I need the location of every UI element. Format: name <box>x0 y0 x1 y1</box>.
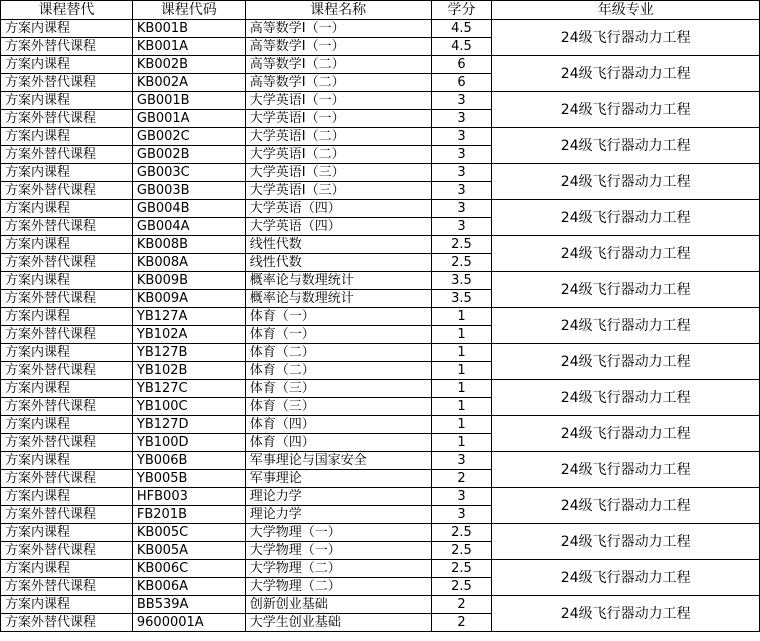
grade-major-cell: 24级飞行器动力工程 <box>492 128 760 164</box>
course-name-cell: 大学英语（四） <box>245 218 431 236</box>
table-row <box>1 524 760 542</box>
course-code-cell: YB127D <box>132 416 245 434</box>
course-code-cell: KB008A <box>132 254 245 272</box>
credit-cell: 2.5 <box>431 254 492 272</box>
course-name-cell: 大学物理（一） <box>245 524 431 542</box>
course-code-cell: GB002B <box>132 146 245 164</box>
course-name-cell: 大学生创业基础 <box>245 614 431 632</box>
credit-cell: 3.5 <box>431 290 492 308</box>
substitution-type-cell: 方案内课程 <box>1 164 133 182</box>
substitution-type-cell: 方案内课程 <box>1 20 133 38</box>
credit-cell: 1 <box>431 434 492 452</box>
substitution-type-cell: 方案内课程 <box>1 596 133 614</box>
table-row <box>1 380 760 398</box>
course-name-cell: 大学物理（一） <box>245 542 431 560</box>
course-name-cell: 大学物理（二） <box>245 578 431 596</box>
course-code-cell: YB102A <box>132 326 245 344</box>
course-name-cell: 体育（一） <box>245 326 431 344</box>
course-name-cell: 大学英语I（三） <box>245 164 431 182</box>
course-code-cell: YB127A <box>132 308 245 326</box>
course-name-cell: 概率论与数理统计 <box>245 290 431 308</box>
grade-major-cell: 24级飞行器动力工程 <box>492 452 760 488</box>
course-name-cell: 军事理论 <box>245 470 431 488</box>
table-row <box>1 200 760 218</box>
course-name-cell: 创新创业基础 <box>245 596 431 614</box>
course-name-cell: 体育（一） <box>245 308 431 326</box>
credit-cell: 3 <box>431 488 492 506</box>
substitution-type-cell: 方案外替代课程 <box>1 290 133 308</box>
substitution-type-cell: 方案外替代课程 <box>1 614 133 632</box>
substitution-type-cell: 方案内课程 <box>1 128 133 146</box>
course-code-cell: KB005A <box>132 542 245 560</box>
course-code-cell: KB002B <box>132 56 245 74</box>
course-code-cell: FB201B <box>132 506 245 524</box>
credit-cell: 3 <box>431 164 492 182</box>
substitution-type-cell: 方案外替代课程 <box>1 254 133 272</box>
substitution-type-cell: 方案外替代课程 <box>1 542 133 560</box>
table-row <box>1 236 760 254</box>
substitution-type-cell: 方案内课程 <box>1 380 133 398</box>
table-header <box>1 1 760 20</box>
course-name-cell: 大学英语I（一） <box>245 92 431 110</box>
table-row <box>1 452 760 470</box>
course-code-cell: KB006C <box>132 560 245 578</box>
course-name-cell: 体育（四） <box>245 416 431 434</box>
substitution-type-cell: 方案外替代课程 <box>1 38 133 56</box>
substitution-type-cell: 方案内课程 <box>1 344 133 362</box>
course-code-cell: GB001B <box>132 92 245 110</box>
course-code-cell: 9600001A <box>132 614 245 632</box>
course-name-cell: 高等数学I（一） <box>245 38 431 56</box>
course-name-cell: 高等数学I（一） <box>245 20 431 38</box>
course-name-cell: 体育（四） <box>245 434 431 452</box>
credit-cell: 3 <box>431 200 492 218</box>
course-name-cell: 概率论与数理统计 <box>245 272 431 290</box>
course-code-cell: YB006B <box>132 452 245 470</box>
header-substitution-type: 课程替代 <box>1 1 133 20</box>
table-row <box>1 128 760 146</box>
credit-cell: 3 <box>431 506 492 524</box>
course-code-cell: KB009A <box>132 290 245 308</box>
credit-cell: 1 <box>431 362 492 380</box>
course-code-cell: YB100C <box>132 398 245 416</box>
substitution-type-cell: 方案内课程 <box>1 308 133 326</box>
credit-cell: 1 <box>431 344 492 362</box>
substitution-type-cell: 方案外替代课程 <box>1 434 133 452</box>
grade-major-cell: 24级飞行器动力工程 <box>492 308 760 344</box>
grade-major-cell: 24级飞行器动力工程 <box>492 164 760 200</box>
course-name-cell: 体育（三） <box>245 380 431 398</box>
substitution-type-cell: 方案外替代课程 <box>1 362 133 380</box>
course-code-cell: KB001A <box>132 38 245 56</box>
credit-cell: 1 <box>431 416 492 434</box>
credit-cell: 3 <box>431 146 492 164</box>
header-course-code: 课程代码 <box>132 1 245 20</box>
course-name-cell: 大学物理（二） <box>245 560 431 578</box>
table-row <box>1 272 760 290</box>
credit-cell: 3 <box>431 218 492 236</box>
credit-cell: 2.5 <box>431 524 492 542</box>
substitution-type-cell: 方案内课程 <box>1 560 133 578</box>
grade-major-cell: 24级飞行器动力工程 <box>492 92 760 128</box>
grade-major-cell: 24级飞行器动力工程 <box>492 20 760 56</box>
course-name-cell: 线性代数 <box>245 254 431 272</box>
table-row <box>1 344 760 362</box>
course-code-cell: GB002C <box>132 128 245 146</box>
grade-major-cell: 24级飞行器动力工程 <box>492 416 760 452</box>
course-name-cell: 体育（二） <box>245 362 431 380</box>
course-name-cell: 军事理论与国家安全 <box>245 452 431 470</box>
substitution-type-cell: 方案外替代课程 <box>1 398 133 416</box>
course-code-cell: GB004B <box>132 200 245 218</box>
grade-major-cell: 24级飞行器动力工程 <box>492 344 760 380</box>
credit-cell: 2.5 <box>431 236 492 254</box>
course-name-cell: 高等数学I（二） <box>245 56 431 74</box>
credit-cell: 2 <box>431 596 492 614</box>
course-code-cell: KB001B <box>132 20 245 38</box>
substitution-type-cell: 方案外替代课程 <box>1 218 133 236</box>
course-code-cell: YB100D <box>132 434 245 452</box>
table-body <box>1 20 760 632</box>
course-code-cell: GB001A <box>132 110 245 128</box>
table-row <box>1 56 760 74</box>
course-code-cell: GB003B <box>132 182 245 200</box>
table-row <box>1 416 760 434</box>
credit-cell: 1 <box>431 326 492 344</box>
course-code-cell: YB102B <box>132 362 245 380</box>
credit-cell: 3 <box>431 110 492 128</box>
header-course-name: 课程名称 <box>245 1 431 20</box>
grade-major-cell: 24级飞行器动力工程 <box>492 380 760 416</box>
substitution-type-cell: 方案内课程 <box>1 488 133 506</box>
table-row <box>1 308 760 326</box>
course-code-cell: KB009B <box>132 272 245 290</box>
grade-major-cell: 24级飞行器动力工程 <box>492 560 760 596</box>
course-name-cell: 大学英语（四） <box>245 200 431 218</box>
credit-cell: 4.5 <box>431 20 492 38</box>
header-credit: 学分 <box>431 1 492 20</box>
header-row <box>1 1 760 20</box>
course-code-cell: GB004A <box>132 218 245 236</box>
course-code-cell: KB002A <box>132 74 245 92</box>
substitution-type-cell: 方案外替代课程 <box>1 506 133 524</box>
course-code-cell: KB005C <box>132 524 245 542</box>
course-name-cell: 体育（二） <box>245 344 431 362</box>
substitution-type-cell: 方案内课程 <box>1 272 133 290</box>
credit-cell: 2.5 <box>431 542 492 560</box>
course-name-cell: 理论力学 <box>245 506 431 524</box>
credit-cell: 4.5 <box>431 38 492 56</box>
credit-cell: 2 <box>431 614 492 632</box>
credit-cell: 3 <box>431 452 492 470</box>
course-code-cell: HFB003 <box>132 488 245 506</box>
course-code-cell: YB127B <box>132 344 245 362</box>
substitution-type-cell: 方案内课程 <box>1 452 133 470</box>
credit-cell: 3 <box>431 92 492 110</box>
course-name-cell: 理论力学 <box>245 488 431 506</box>
substitution-type-cell: 方案内课程 <box>1 200 133 218</box>
substitution-type-cell: 方案内课程 <box>1 524 133 542</box>
credit-cell: 2.5 <box>431 578 492 596</box>
substitution-type-cell: 方案外替代课程 <box>1 182 133 200</box>
course-name-cell: 线性代数 <box>245 236 431 254</box>
credit-cell: 6 <box>431 74 492 92</box>
credit-cell: 3 <box>431 182 492 200</box>
course-code-cell: GB003C <box>132 164 245 182</box>
grade-major-cell: 24级飞行器动力工程 <box>492 488 760 524</box>
credit-cell: 1 <box>431 398 492 416</box>
course-code-cell: BB539A <box>132 596 245 614</box>
course-name-cell: 大学英语I（二） <box>245 146 431 164</box>
substitution-type-cell: 方案内课程 <box>1 416 133 434</box>
credit-cell: 1 <box>431 380 492 398</box>
substitution-type-cell: 方案外替代课程 <box>1 470 133 488</box>
credit-cell: 2.5 <box>431 560 492 578</box>
grade-major-cell: 24级飞行器动力工程 <box>492 524 760 560</box>
grade-major-cell: 24级飞行器动力工程 <box>492 272 760 308</box>
substitution-type-cell: 方案外替代课程 <box>1 110 133 128</box>
grade-major-cell: 24级飞行器动力工程 <box>492 236 760 272</box>
table-row <box>1 20 760 38</box>
course-name-cell: 大学英语I（三） <box>245 182 431 200</box>
credit-cell: 6 <box>431 56 492 74</box>
credit-cell: 2 <box>431 470 492 488</box>
course-name-cell: 体育（三） <box>245 398 431 416</box>
table-row <box>1 596 760 614</box>
grade-major-cell: 24级飞行器动力工程 <box>492 596 760 632</box>
substitution-type-cell: 方案外替代课程 <box>1 146 133 164</box>
table-row <box>1 92 760 110</box>
substitution-type-cell: 方案内课程 <box>1 236 133 254</box>
course-code-cell: KB006A <box>132 578 245 596</box>
substitution-type-cell: 方案内课程 <box>1 92 133 110</box>
substitution-type-cell: 方案外替代课程 <box>1 578 133 596</box>
substitution-type-cell: 方案内课程 <box>1 56 133 74</box>
course-code-cell: KB008B <box>132 236 245 254</box>
credit-cell: 3.5 <box>431 272 492 290</box>
substitution-type-cell: 方案外替代课程 <box>1 326 133 344</box>
course-code-cell: YB005B <box>132 470 245 488</box>
credit-cell: 1 <box>431 308 492 326</box>
course-name-cell: 大学英语I（一） <box>245 110 431 128</box>
table-row <box>1 488 760 506</box>
substitution-type-cell: 方案外替代课程 <box>1 74 133 92</box>
course-name-cell: 大学英语I（二） <box>245 128 431 146</box>
course-name-cell: 高等数学I（二） <box>245 74 431 92</box>
table-row <box>1 560 760 578</box>
table-row <box>1 164 760 182</box>
header-grade-major: 年级专业 <box>492 1 760 20</box>
credit-cell: 3 <box>431 128 492 146</box>
grade-major-cell: 24级飞行器动力工程 <box>492 200 760 236</box>
grade-major-cell: 24级飞行器动力工程 <box>492 56 760 92</box>
course-code-cell: YB127C <box>132 380 245 398</box>
